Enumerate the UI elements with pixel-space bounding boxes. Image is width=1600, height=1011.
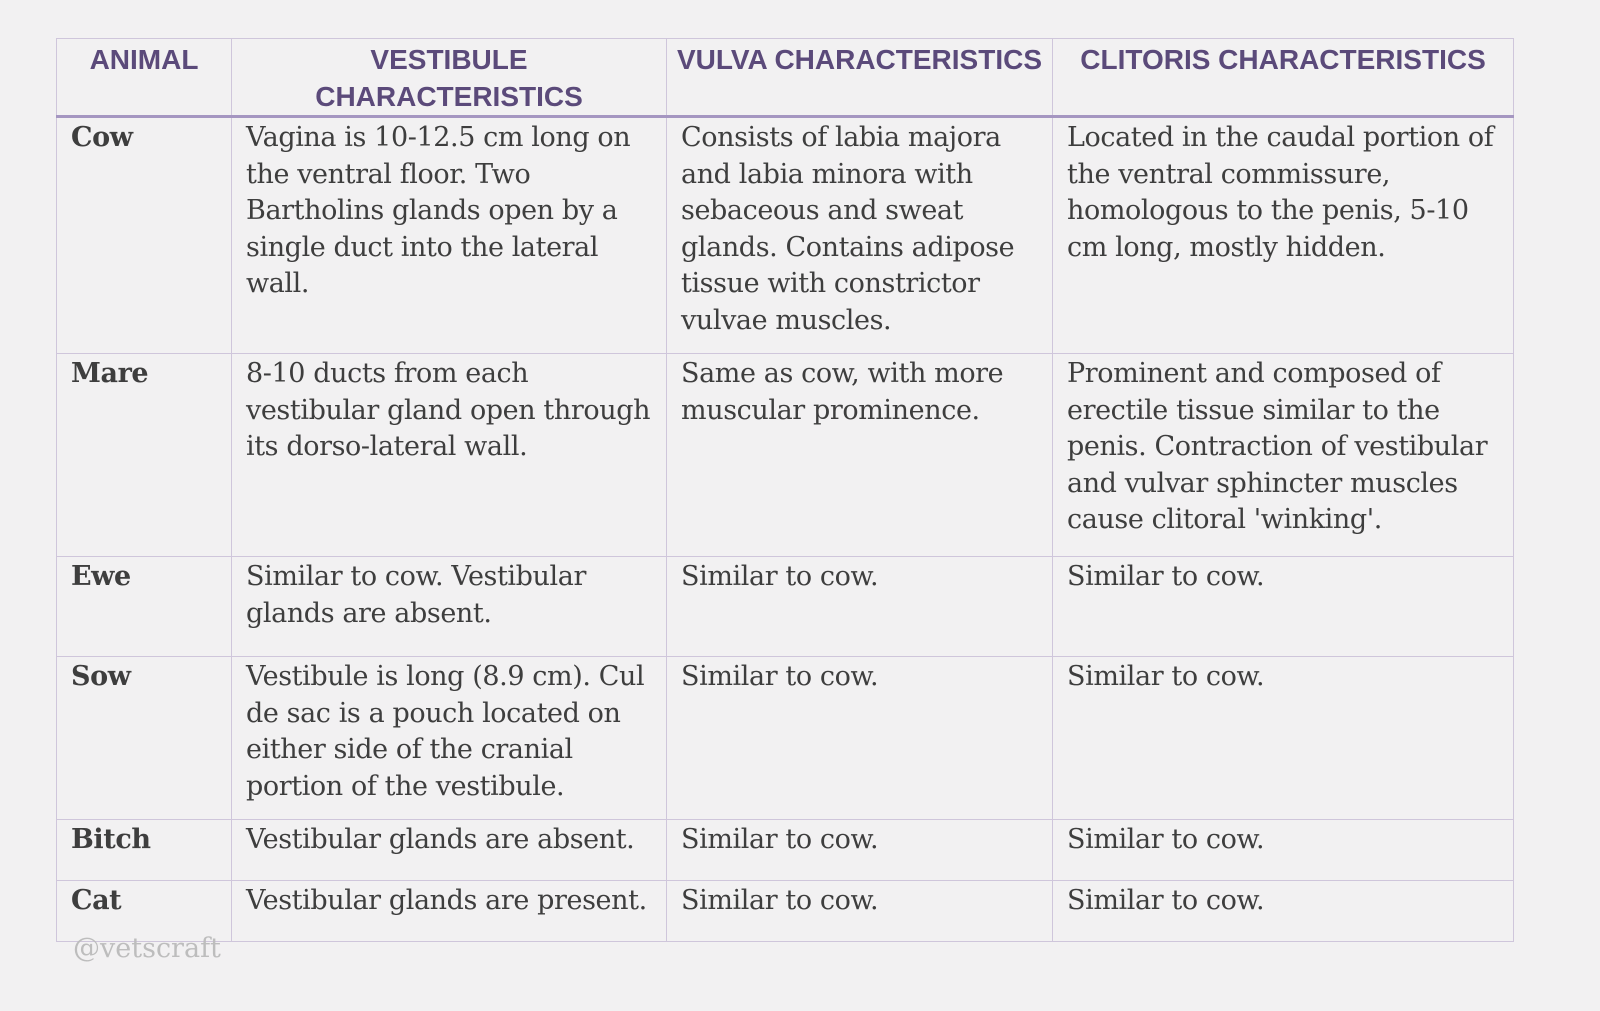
table-row bbox=[57, 117, 1514, 354]
table-row bbox=[57, 354, 1514, 557]
header-row bbox=[57, 39, 1514, 117]
vulva-cell: Similar to cow. bbox=[667, 881, 1053, 942]
animal-cell: Sow bbox=[57, 657, 232, 820]
clitoris-cell: Similar to cow. bbox=[1053, 657, 1514, 820]
header-vestibule: VESTIBULE CHARACTERISTICS bbox=[232, 39, 667, 117]
vestibule-cell: Similar to cow. Vestibular glands are absent. bbox=[232, 557, 667, 657]
animal-cell: Cat bbox=[57, 881, 232, 942]
clitoris-cell: Located in the caudal portion of the ventral commissure, homologous to the penis, 5-10 cm long, mostly hidden. bbox=[1053, 117, 1514, 354]
header-vulva: VULVA CHARACTERISTICS bbox=[667, 39, 1053, 117]
comparison-table bbox=[56, 38, 1514, 942]
vestibule-cell: Vagina is 10-12.5 cm long on the ventral floor. Two Bartholins glands open by a single duct into the lateral wall. bbox=[232, 117, 667, 354]
clitoris-cell: Similar to cow. bbox=[1053, 820, 1514, 881]
vulva-cell: Same as cow, with more muscular prominence. bbox=[667, 354, 1053, 557]
vulva-cell: Similar to cow. bbox=[667, 557, 1053, 657]
vestibule-cell: Vestibular glands are present. bbox=[232, 881, 667, 942]
animal-cell: Mare bbox=[57, 354, 232, 557]
header-clitoris: CLITORIS CHARACTERISTICS bbox=[1053, 39, 1514, 117]
vulva-cell: Similar to cow. bbox=[667, 657, 1053, 820]
vestibule-cell: 8-10 ducts from each vestibular gland open through its dorso-lateral wall. bbox=[232, 354, 667, 557]
table-row bbox=[57, 881, 1514, 942]
vestibule-cell: Vestibule is long (8.9 cm). Cul de sac is a pouch located on either side of the cranial portion of the vestibule. bbox=[232, 657, 667, 820]
table-row bbox=[57, 557, 1514, 657]
animal-cell: Cow bbox=[57, 117, 232, 354]
clitoris-cell: Similar to cow. bbox=[1053, 557, 1514, 657]
animal-cell: Bitch bbox=[57, 820, 232, 881]
animal-cell: Ewe bbox=[57, 557, 232, 657]
clitoris-cell: Prominent and composed of erectile tissue similar to the penis. Contraction of vestibular and vulvar sphincter muscles cause clitoral 'winking'. bbox=[1053, 354, 1514, 557]
table-row bbox=[57, 657, 1514, 820]
header-animal: ANIMAL bbox=[57, 39, 232, 117]
vulva-cell: Similar to cow. bbox=[667, 820, 1053, 881]
vulva-cell: Consists of labia majora and labia minora with sebaceous and sweat glands. Contains adipose tissue with constrictor vulvae muscles. bbox=[667, 117, 1053, 354]
watermark: @vetscraft bbox=[73, 933, 221, 964]
table-row bbox=[57, 820, 1514, 881]
clitoris-cell: Similar to cow. bbox=[1053, 881, 1514, 942]
vestibule-cell: Vestibular glands are absent. bbox=[232, 820, 667, 881]
